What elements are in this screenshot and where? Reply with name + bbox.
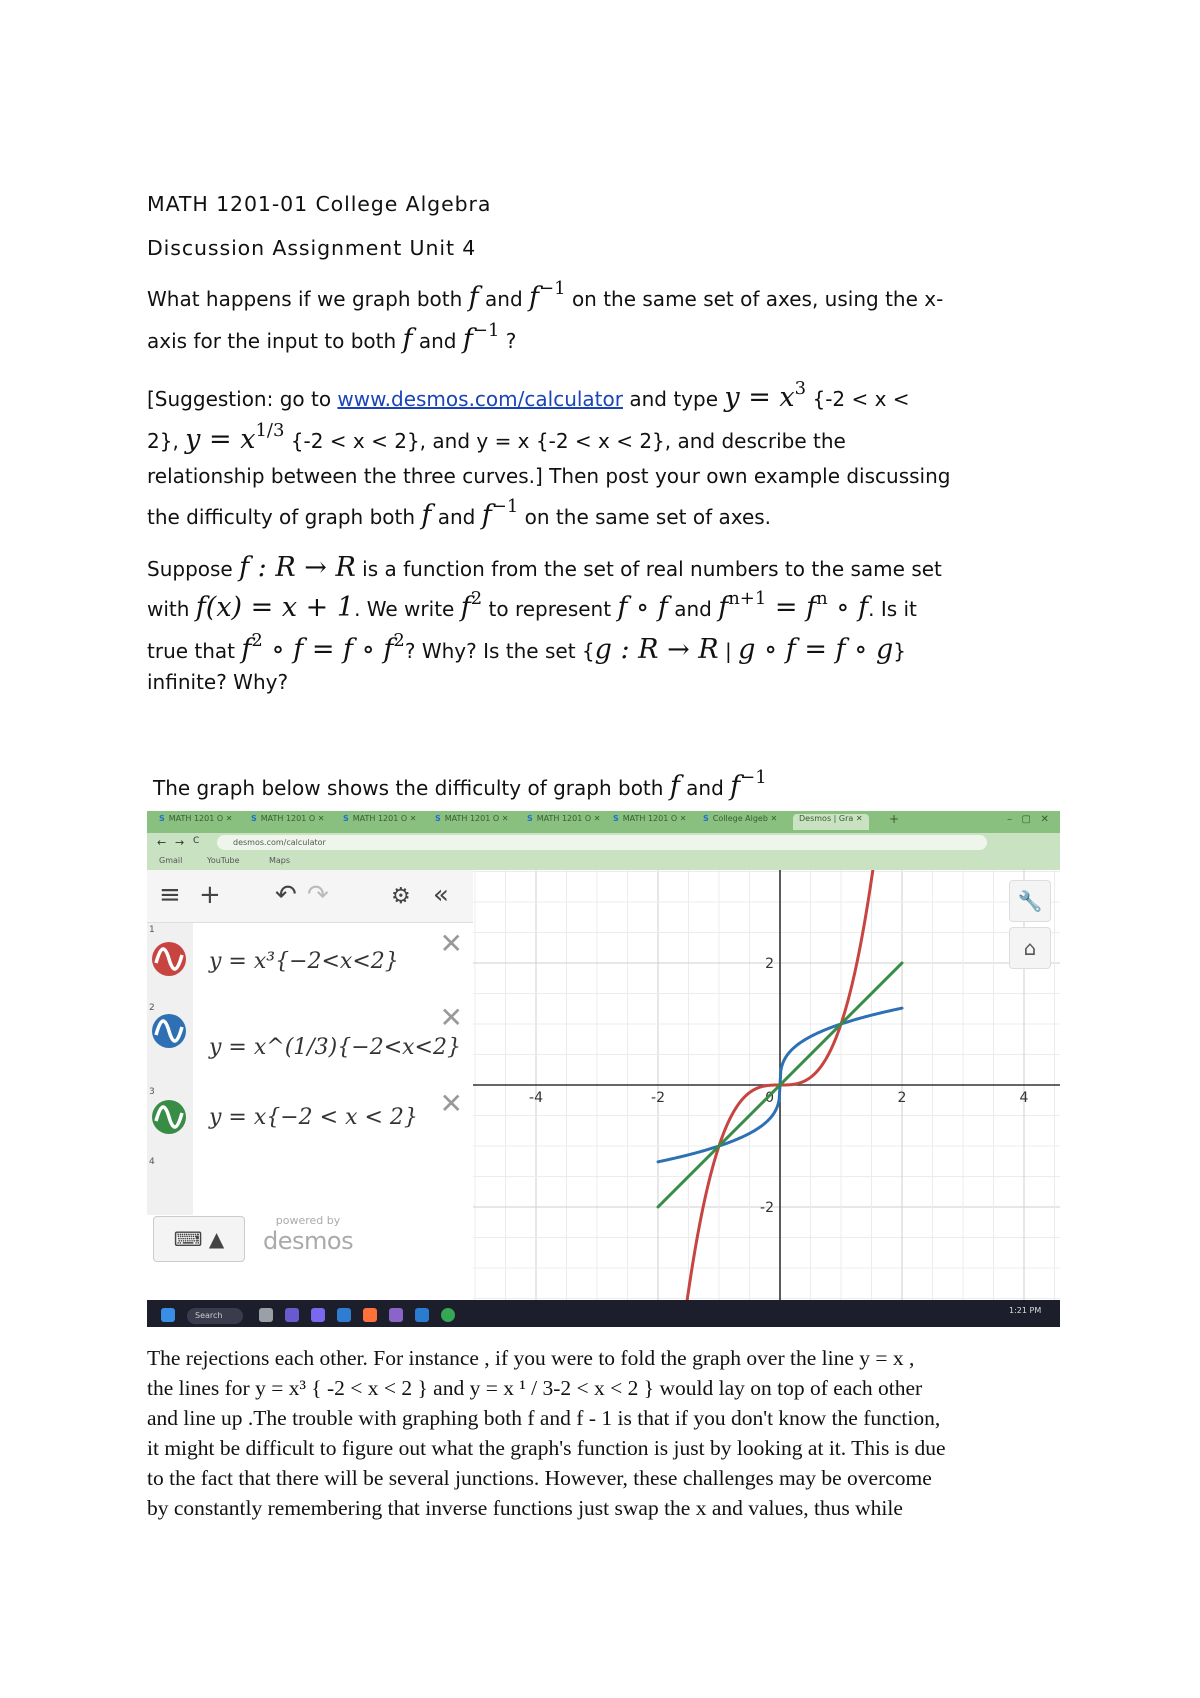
text: and xyxy=(437,505,476,529)
text: . We write xyxy=(354,597,455,621)
math-f: f xyxy=(468,282,479,313)
expression-index: 1 xyxy=(149,925,155,935)
course-title: MATH 1201-01 College Algebra xyxy=(147,192,492,216)
desmos-screenshot xyxy=(147,811,1060,1327)
math-f-squared: f xyxy=(241,634,252,665)
text: and xyxy=(674,597,712,621)
browser-tab[interactable]: S MATH 1201 O ✕ xyxy=(159,814,233,823)
math-exponent: 2 xyxy=(393,630,405,651)
math-f-n: = f xyxy=(766,592,817,623)
tab-label: MATH 1201 O xyxy=(260,814,316,823)
expression-row[interactable] xyxy=(147,1085,473,1156)
close-icon[interactable]: ✕ xyxy=(439,1001,463,1034)
expression-row-empty[interactable] xyxy=(147,1155,473,1215)
math-f: f xyxy=(402,324,413,355)
text: true that xyxy=(147,639,236,663)
back-icon[interactable]: ← xyxy=(157,836,167,849)
math-exponent: −1 xyxy=(472,320,500,341)
tab-label: MATH 1201 O xyxy=(168,814,224,823)
math-exponent: n+1 xyxy=(728,588,767,609)
tab-favicon: S xyxy=(703,814,709,823)
math-exponent: 2 xyxy=(470,588,483,609)
x-tick-label: 4 xyxy=(1019,1090,1029,1106)
text: to represent xyxy=(488,597,612,621)
browser-tab[interactable]: S MATH 1201 O ✕ xyxy=(435,814,509,823)
suppose-line-2 xyxy=(147,588,917,623)
text: axis for the input to both xyxy=(147,329,397,353)
math-f-inverse: f xyxy=(529,282,540,313)
browser-tab[interactable]: S College Algeb ✕ xyxy=(703,814,778,823)
bookmark-gmail[interactable]: Gmail xyxy=(159,856,183,865)
url-field[interactable]: desmos.com/calculator xyxy=(217,835,987,850)
tab-label: College Algeb xyxy=(712,814,768,823)
answer-line-2: the lines for y = x³ { -2 < x < 2 } and y = x ¹ / 3-2 < x < 2 } would lay on top of each other xyxy=(147,1376,923,1400)
curve-color-icon-red[interactable] xyxy=(151,941,187,977)
math-f-inverse: f xyxy=(462,324,473,355)
bookmark-maps[interactable]: Maps xyxy=(269,856,291,865)
answer-line-3: and line up .The trouble with graphing both f and f - 1 is that if you don't know the function, xyxy=(147,1406,941,1430)
math-f: f xyxy=(421,500,432,531)
suggestion-line-1 xyxy=(147,378,910,413)
browser-tab[interactable]: S MATH 1201 O ✕ xyxy=(343,814,417,823)
browser-tab-bar xyxy=(147,811,1060,833)
desmos-logo xyxy=(263,1214,353,1255)
expression-row[interactable] xyxy=(147,1001,473,1086)
browser-tab[interactable]: S MATH 1201 O ✕ xyxy=(527,814,601,823)
expression-row[interactable] xyxy=(147,923,473,1002)
expression-index: 4 xyxy=(149,1157,155,1167)
text: 2}, xyxy=(147,429,179,453)
firefox-icon[interactable] xyxy=(363,1308,377,1322)
math-f-inverse: f xyxy=(481,500,492,531)
text: on the same set of axes. xyxy=(524,505,772,529)
graph-intro xyxy=(153,767,767,802)
reload-icon[interactable]: C xyxy=(193,836,200,846)
tab-favicon: S xyxy=(343,814,349,823)
y-tick-label: 2 xyxy=(765,956,774,972)
curve-color-icon-green[interactable] xyxy=(151,1099,187,1135)
answer-line-6: by constantly remembering that inverse functions just swap the x and values, thus while xyxy=(147,1496,903,1520)
tab-label: MATH 1201 O xyxy=(622,814,678,823)
text: with xyxy=(147,597,190,621)
tab-favicon: S xyxy=(613,814,619,823)
y-tick-label: -2 xyxy=(760,1200,774,1216)
text: Suppose xyxy=(147,557,233,581)
tab-favicon: S xyxy=(159,814,165,823)
mail-icon[interactable] xyxy=(415,1308,429,1322)
math-f-squared: f xyxy=(460,592,471,623)
expression-cubic[interactable]: y = x³{−2<x<2} xyxy=(209,949,399,974)
text: | xyxy=(724,639,732,663)
math-f-compose-f: f ∘ f xyxy=(617,592,668,623)
tab-label: MATH 1201 O xyxy=(536,814,592,823)
teams-icon[interactable] xyxy=(285,1308,299,1322)
tab-label: MATH 1201 O xyxy=(444,814,500,823)
math-y-cube-root: y = x xyxy=(185,424,256,455)
math-commuting-condition: g ∘ f = f ∘ g xyxy=(738,634,894,665)
math-f-of-x: f(x) = x + 1 xyxy=(195,592,355,623)
question-line-2 xyxy=(147,320,517,355)
close-icon[interactable]: ✕ xyxy=(439,1087,463,1120)
gear-icon[interactable]: ⚙ xyxy=(391,884,411,909)
task-view-icon[interactable] xyxy=(259,1308,273,1322)
math-exponent: −1 xyxy=(740,767,767,788)
expression-toolbar xyxy=(147,870,473,923)
curve-color-icon-blue[interactable] xyxy=(151,1013,187,1049)
desmos-wordmark: desmos xyxy=(263,1227,354,1255)
math-f-inverse: f xyxy=(730,771,741,802)
expression-cube-root[interactable]: y = x^(1/3){−2<x<2} xyxy=(209,1035,461,1060)
math-composition-equation: ∘ f = f ∘ f xyxy=(262,634,394,665)
windows-taskbar xyxy=(147,1300,1060,1327)
question-line-1 xyxy=(147,278,944,313)
x-tick-label: -2 xyxy=(651,1090,665,1106)
tab-favicon: S xyxy=(251,814,257,823)
text: . Is it xyxy=(868,597,917,621)
taskbar-clock[interactable]: 1:21 PM xyxy=(1009,1306,1042,1315)
app-icon[interactable] xyxy=(389,1308,403,1322)
text: and type xyxy=(629,387,719,411)
suppose-line-1 xyxy=(147,552,942,583)
tab-favicon: S xyxy=(527,814,533,823)
expression-panel xyxy=(147,870,474,1300)
math-exponent: n xyxy=(816,588,828,609)
assignment-title: Discussion Assignment Unit 4 xyxy=(147,236,477,260)
home-icon[interactable]: ⌂ xyxy=(1009,927,1051,969)
suggestion-line-4 xyxy=(147,496,772,531)
window-controls[interactable]: – ▢ ✕ xyxy=(1007,814,1049,825)
desmos-link[interactable]: www.desmos.com/calculator xyxy=(337,387,623,411)
text: What happens if we graph both xyxy=(147,287,463,311)
redo-icon[interactable]: ↷ xyxy=(307,880,329,910)
suggestion-line-2 xyxy=(147,420,846,455)
text: and xyxy=(485,287,523,311)
text: ? xyxy=(505,329,517,353)
powered-by-text: powered by xyxy=(275,1214,341,1227)
text: and xyxy=(418,329,457,353)
browser-tab[interactable]: S MATH 1201 O ✕ xyxy=(613,814,687,823)
expression-identity[interactable]: y = x{−2 < x < 2} xyxy=(209,1105,418,1130)
text: [Suggestion: go to xyxy=(147,387,332,411)
forward-icon[interactable]: → xyxy=(175,836,185,849)
math-y-x-cubed: y = x xyxy=(724,382,795,413)
bookmark-youtube[interactable]: YouTube xyxy=(207,856,240,865)
keyboard-toggle-button[interactable]: ⌨ ▲ xyxy=(153,1216,245,1262)
text: {-2 < x < xyxy=(812,387,910,411)
browser-tab-active[interactable]: Desmos | Gra ✕ xyxy=(793,814,869,830)
suppose-line-4: infinite? Why? xyxy=(147,670,289,694)
bookmarks-bar xyxy=(147,852,1060,870)
math-g-r-to-r: g : R → R xyxy=(594,634,719,665)
math-exponent: 3 xyxy=(794,378,807,399)
suppose-line-3 xyxy=(147,630,906,665)
add-expression-icon[interactable]: + xyxy=(199,880,221,910)
tab-label: MATH 1201 O xyxy=(352,814,408,823)
taskbar-search[interactable]: Search xyxy=(187,1308,243,1324)
browser-tab[interactable]: S MATH 1201 O ✕ xyxy=(251,814,325,823)
suggestion-line-3: relationship between the three curves.] Then post your own example discussing xyxy=(147,464,951,488)
graph-canvas[interactable] xyxy=(473,870,1060,1300)
math-f: f xyxy=(669,771,680,802)
text: The graph below shows the difficulty of graph both xyxy=(153,776,664,800)
wrench-icon[interactable]: 🔧 xyxy=(1009,880,1051,922)
close-icon[interactable]: ✕ xyxy=(439,927,463,960)
text: {-2 < x < 2}, and y = x {-2 < x < 2}, and describe the xyxy=(290,429,846,453)
text: ? Why? Is the set { xyxy=(404,639,595,663)
math-compose-f: ∘ f xyxy=(827,592,869,623)
new-tab-button[interactable]: + xyxy=(889,812,900,826)
text: the difficulty of graph both xyxy=(147,505,416,529)
answer-line-4: it might be difficult to figure out what the graph's function is just by looking at it. This is due xyxy=(147,1436,946,1460)
math-exponent: 2 xyxy=(251,630,263,651)
math-f-r-to-r: f : R → R xyxy=(239,552,356,583)
origin-label: 0 xyxy=(765,1090,774,1106)
x-tick-label: -4 xyxy=(529,1090,543,1106)
text: and xyxy=(686,776,724,800)
collapse-icon[interactable]: « xyxy=(433,880,449,910)
expression-index: 3 xyxy=(149,1087,155,1097)
tab-favicon: S xyxy=(435,814,441,823)
text: } xyxy=(893,639,906,663)
answer-line-1: The rejections each other. For instance , if you were to fold the graph over the line y = x , xyxy=(147,1346,915,1370)
start-icon[interactable] xyxy=(161,1308,175,1322)
tab-label: Desmos | Gra xyxy=(799,814,854,823)
text: is a function from the set of real numbers to the same set xyxy=(362,557,942,581)
answer-line-5: to the fact that there will be several junctions. However, these challenges may be overcome xyxy=(147,1466,932,1490)
undo-icon[interactable]: ↶ xyxy=(275,880,297,910)
chrome-icon[interactable] xyxy=(441,1308,455,1322)
math-exponent: 1/3 xyxy=(255,420,285,441)
math-exponent: −1 xyxy=(539,278,566,299)
math-exponent: −1 xyxy=(491,496,519,517)
x-tick-label: 2 xyxy=(897,1090,907,1106)
expression-index: 2 xyxy=(149,1003,155,1013)
meet-icon[interactable] xyxy=(311,1308,325,1322)
math-f-n-plus-1: f xyxy=(718,592,729,623)
text: on the same set of axes, using the x- xyxy=(571,287,944,311)
store-icon[interactable] xyxy=(337,1308,351,1322)
menu-icon[interactable]: ≡ xyxy=(159,880,181,910)
